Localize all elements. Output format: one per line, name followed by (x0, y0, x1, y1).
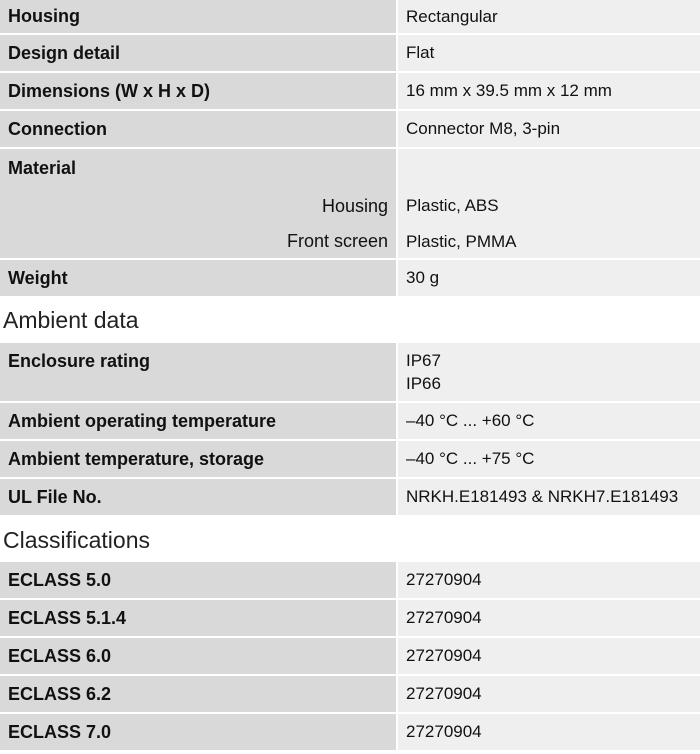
table-row (0, 343, 700, 403)
row-label: Enclosure rating (0, 343, 398, 401)
table-row (0, 562, 700, 600)
table-row (0, 260, 700, 298)
table-row (0, 676, 700, 714)
row-label: Design detail (0, 35, 398, 71)
table-row (0, 35, 700, 73)
table-row (0, 187, 700, 225)
classifications-section-title: Classifications (3, 527, 150, 553)
row-value: –40 °C ... +60 °C (398, 403, 700, 439)
row-label: Material (0, 149, 398, 187)
row-label: Ambient operating temperature (0, 403, 398, 439)
row-sublabel: Housing (0, 187, 398, 225)
row-sublabel: Front screen (0, 225, 398, 258)
row-label: Ambient temperature, storage (0, 441, 398, 477)
ambient-section-title: Ambient data (3, 307, 139, 333)
table-row (0, 0, 700, 35)
row-value: 27270904 (398, 600, 700, 636)
table-row (0, 149, 700, 187)
table-row (0, 403, 700, 441)
row-label: Connection (0, 111, 398, 147)
table-row (0, 225, 700, 260)
classifications-table (0, 562, 700, 752)
row-value (398, 149, 700, 187)
enclosure-rating-2: IP66 (406, 374, 441, 393)
table-row (0, 714, 700, 752)
row-value: Plastic, PMMA (398, 225, 700, 258)
table-row (0, 638, 700, 676)
mechanics-table (0, 0, 700, 298)
row-value: 27270904 (398, 714, 700, 750)
table-row (0, 111, 700, 149)
row-value (398, 343, 700, 401)
row-value: 27270904 (398, 638, 700, 674)
row-label: Dimensions (W x H x D) (0, 73, 398, 109)
row-label: ECLASS 5.0 (0, 562, 398, 598)
row-label: Housing (0, 0, 398, 33)
row-value: 27270904 (398, 562, 700, 598)
row-label: Weight (0, 260, 398, 296)
table-row (0, 73, 700, 111)
enclosure-rating-1: IP67 (406, 351, 441, 370)
row-label: ECLASS 6.2 (0, 676, 398, 712)
row-value: 27270904 (398, 676, 700, 712)
row-value: 16 mm x 39.5 mm x 12 mm (398, 73, 700, 109)
row-value: Plastic, ABS (398, 187, 700, 225)
row-label: ECLASS 5.1.4 (0, 600, 398, 636)
row-value: NRKH.E181493 & NRKH7.E181493 (398, 479, 700, 515)
row-value: Rectangular (398, 0, 700, 33)
row-label: ECLASS 7.0 (0, 714, 398, 750)
row-value: –40 °C ... +75 °C (398, 441, 700, 477)
table-row (0, 441, 700, 479)
row-value: 30 g (398, 260, 700, 296)
row-value: Connector M8, 3-pin (398, 111, 700, 147)
row-label: UL File No. (0, 479, 398, 515)
table-row (0, 479, 700, 517)
row-label: ECLASS 6.0 (0, 638, 398, 674)
row-value: Flat (398, 35, 700, 71)
table-row (0, 600, 700, 638)
ambient-table (0, 343, 700, 517)
